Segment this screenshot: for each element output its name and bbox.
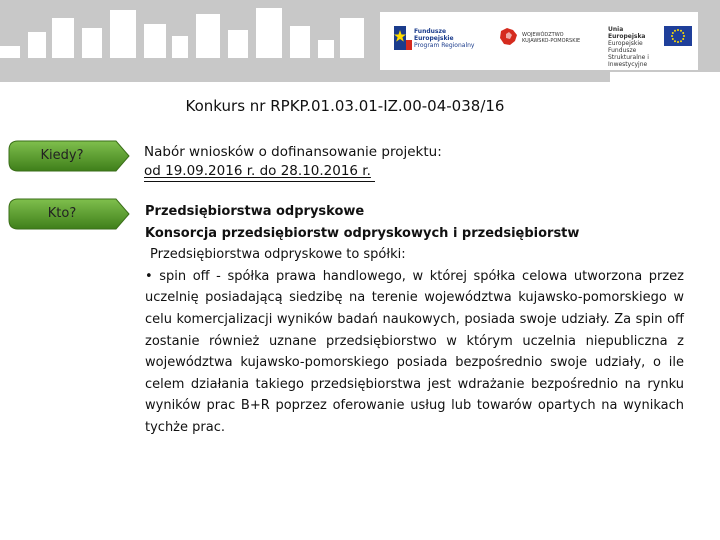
kiedy-dates: od 19.09.2016 r. do 28.10.2016 r.	[144, 162, 375, 182]
unia-europejska-logo	[608, 24, 696, 68]
kto-heading-2: Konsorcja przedsiębiorstw odpryskowych i przedsiębiorstw	[145, 225, 580, 241]
kto-content	[145, 201, 684, 439]
ue-line-3: Strukturalne i Inwestycyjne	[608, 54, 649, 68]
fe-line-2: Europejskie	[414, 35, 454, 42]
kiedy-content	[144, 143, 544, 182]
kp-region-map-icon	[498, 26, 520, 48]
logos-panel	[380, 12, 698, 70]
kujawsko-pomorskie-logo	[498, 26, 588, 56]
kp-line-2: KUJAWSKO-POMORSKIE	[522, 38, 581, 44]
kp-logo-text	[522, 32, 588, 44]
ue-line-1: Unia Europejska	[608, 26, 646, 40]
fe-line-1: Fundusze	[414, 28, 447, 35]
eu-flag-icon	[664, 26, 692, 46]
ue-logo-text	[608, 26, 662, 68]
kto-heading-1: Przedsiębiorstwa odpryskowe	[145, 204, 365, 219]
fe-line-3: Program Regionalny	[414, 42, 475, 49]
kto-pill-label: Kto?	[47, 206, 77, 221]
kp-line-1: WOJEWÓDZTWO	[522, 32, 564, 38]
kto-subheading: Przedsiębiorstwa odpryskowe to spółki:	[150, 247, 406, 263]
kiedy-pill	[8, 140, 130, 172]
fundusze-europejskie-logo	[394, 26, 484, 56]
fe-star-icon	[394, 26, 412, 52]
fe-logo-text	[414, 28, 486, 49]
ue-line-2: Europejskie Fundusze	[608, 40, 643, 54]
kiedy-line-1: Nabór wniosków o dofinansowanie projektu:	[144, 144, 442, 160]
kiedy-pill-label: Kiedy?	[40, 148, 84, 163]
kto-bullet-paragraph: • spin off - spółka prawa handlowego, w której spółka celowa utworzona przez uczelnię posiadającą siedzibę na terenie województwa kujawsko-pomorskiego w celu komercjalizacji wyników badań naukowych, posiada swoje udziały. Za spin off zostanie również uznane przedsiębiorstwo w którym uczelnia niepubliczna z województwa kujawsko-pomorskiego posiada bezpośrednio swoje udziały, o ile celem działania takiego przedsiębiorstwa jest wdrażanie bezpośrednio na rynku wyników prac B+R poprzez oferowanie usług lub towarów opartych na wynikach tychże prac.	[145, 268, 684, 435]
kto-pill	[8, 198, 130, 230]
page-title: Konkurs nr RPKP.01.03.01-IZ.00-04-038/16	[185, 97, 505, 115]
header-band	[0, 0, 720, 82]
